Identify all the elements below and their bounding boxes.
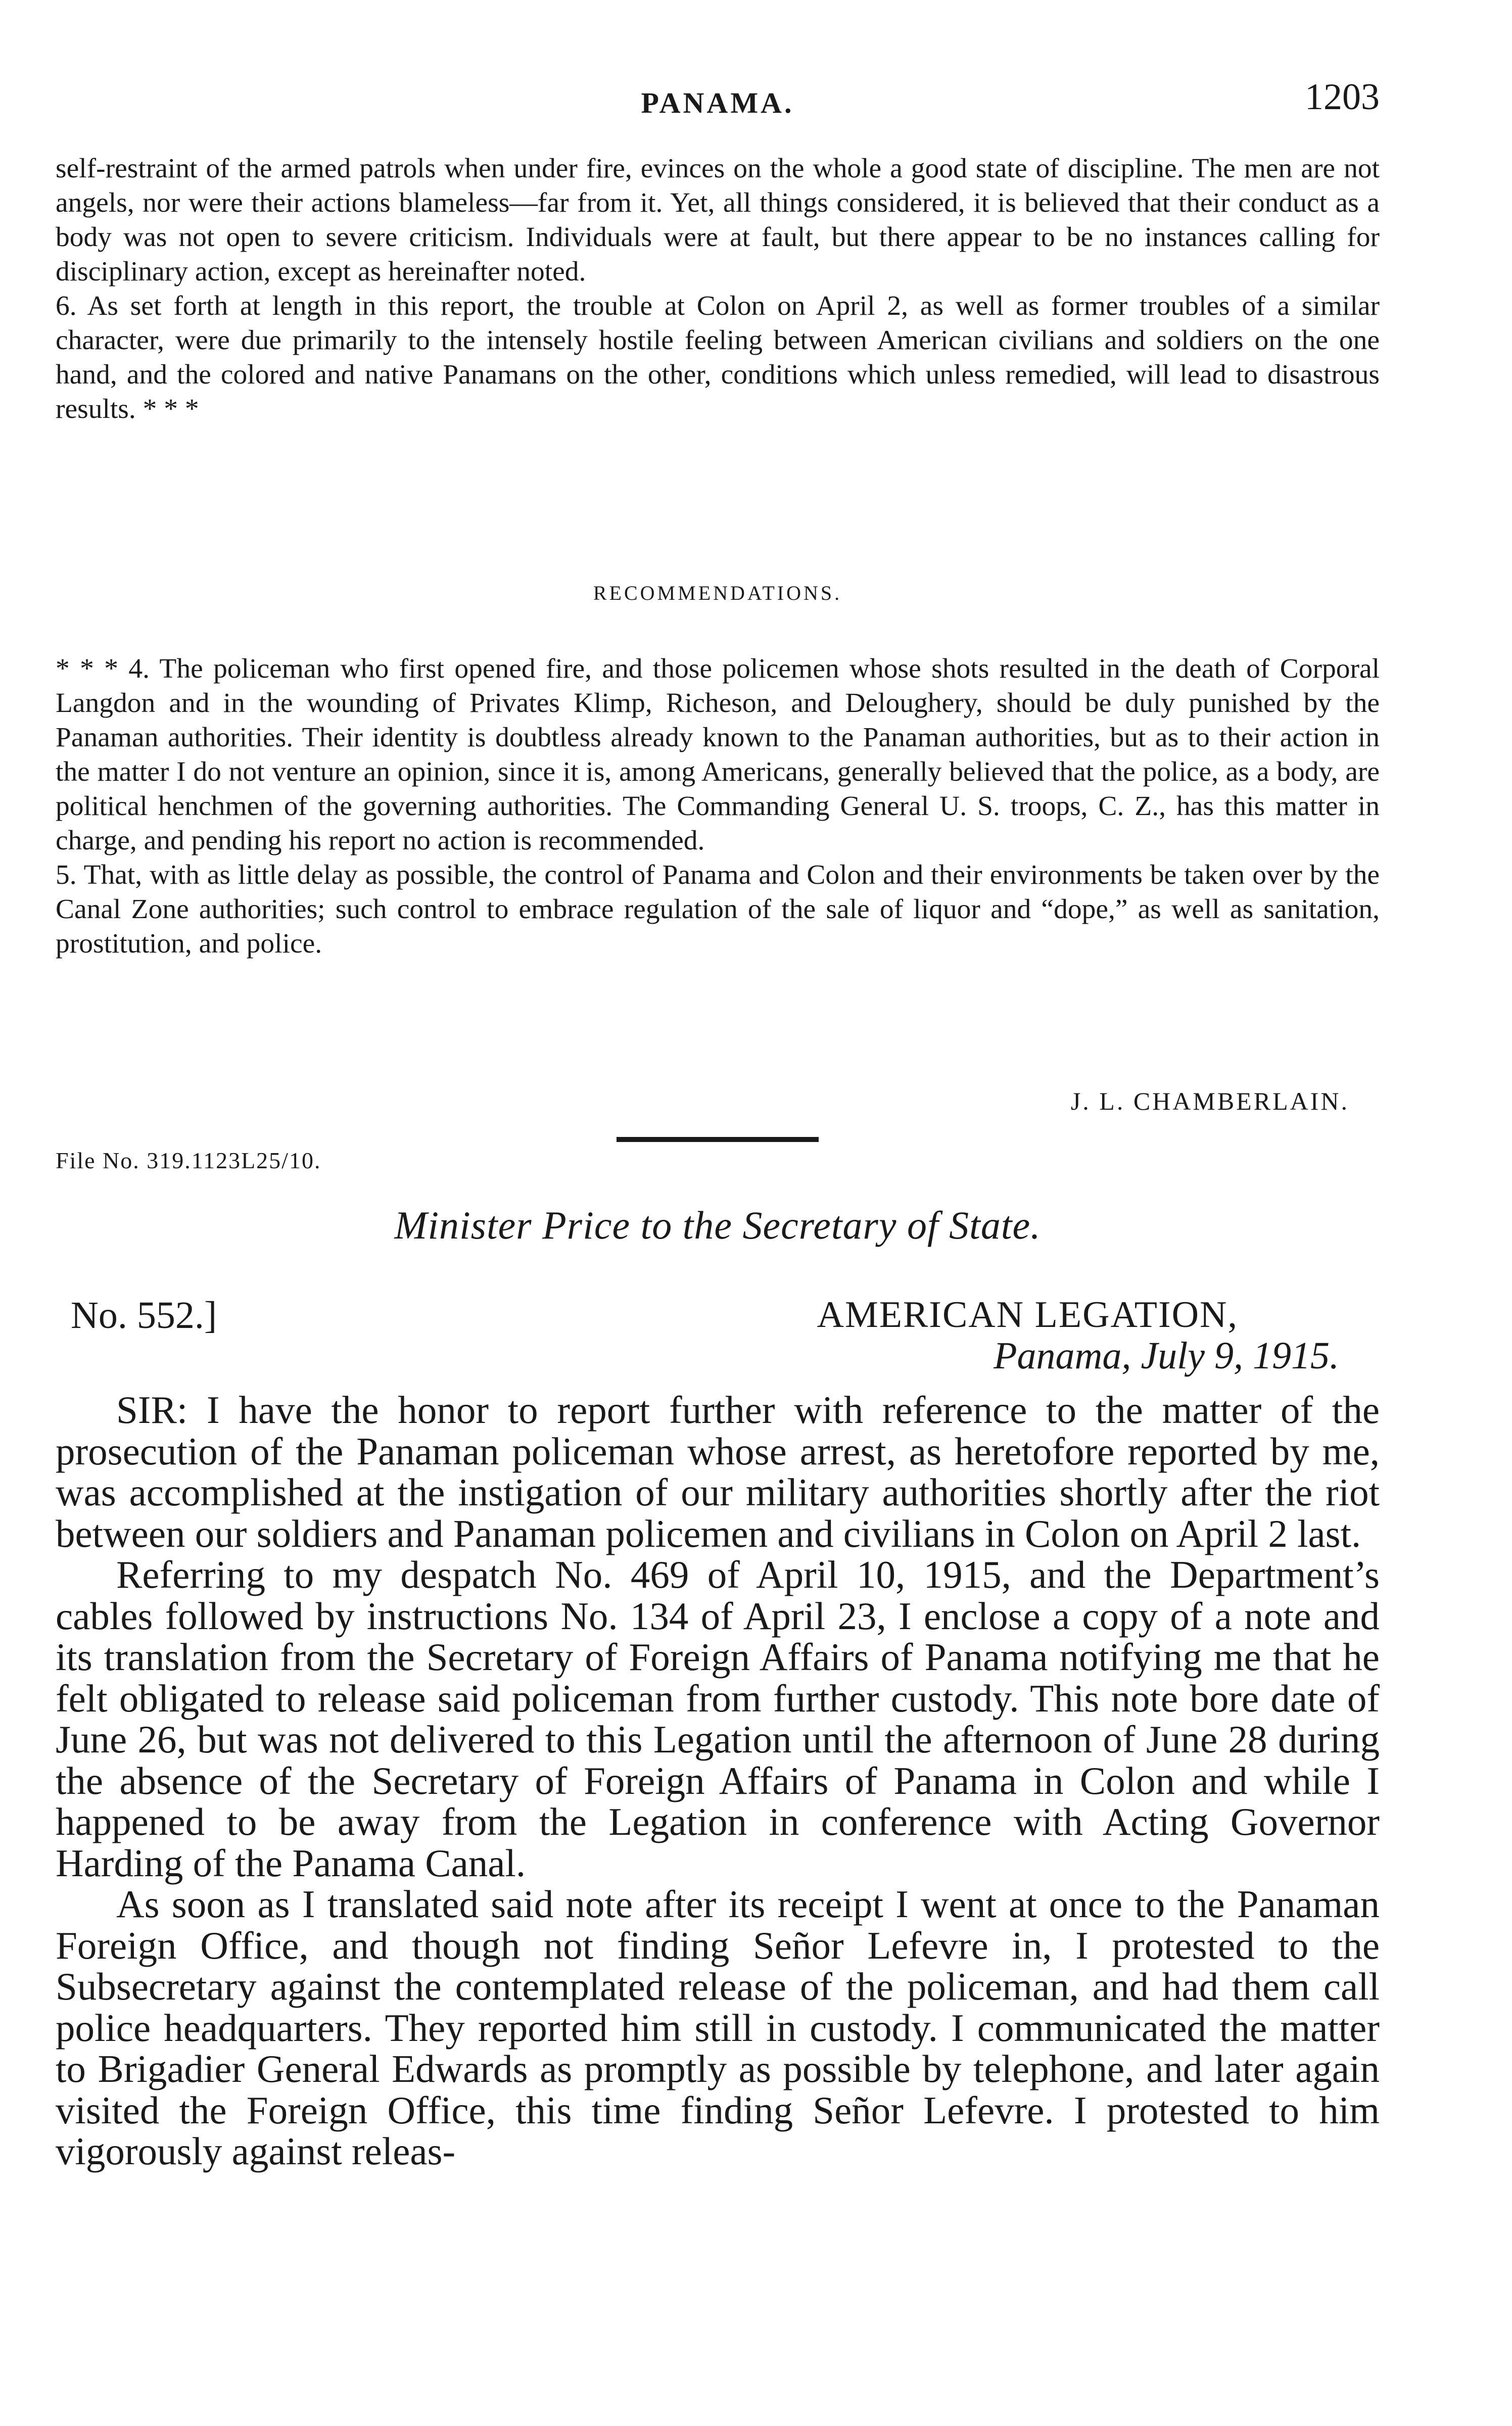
- page-number: 1203: [1305, 76, 1380, 118]
- body-paragraph: SIR: I have the honor to report further with reference to the matter of the prosecution of the Panaman policeman whose arrest, as heretofore reported by me, was accomplished at the instigation of our military authorities shortly after the riot between our soldiers and Panaman policemen and civilians in Colon on April 2 last.: [56, 1388, 1380, 1555]
- page-header: [56, 71, 1380, 126]
- report-excerpt: [56, 152, 1380, 426]
- document-title: Minister Price to the Secretary of State.: [394, 1203, 1041, 1247]
- body-paragraph: As soon as I translated said note after its receipt I went at once to the Panaman Foreign Office, and though not finding Señor Lefevre in, I protested to the Subsecretary against the contemplated release of the policeman, and had them call police headquarters. They reported him still in custody. I communicated the matter to Brigadier General Edwards as promptly as possible by telephone, and later again visited the Foreign Office, this time finding Señor Lefevre. I protested to him vigorously against releas-: [56, 1882, 1380, 2173]
- dateline: Panama, July 9, 1915.: [994, 1335, 1339, 1377]
- despatch-heading: [56, 1294, 1380, 1380]
- recommendation-item: * * * 4. The policeman who first opened fire, and those policemen whose shots resulted in the death of Corporal Langdon and in the wounding of Privates Klimp, Richeson, and Deloughery, should be duly punished by the Panaman authorities. Their identity is doubtless already known to the Panaman authorities, but as to their action in the matter I do not venture an opinion, since it is, among Americans, generally believed that the police, as a body, are political henchmen of the governing authorities. The Commanding General U. S. troops, C. Z., has this matter in charge, and pending his report no action is recommended.: [56, 653, 1380, 856]
- file-number: File No. 319.1123L25/10.: [56, 1148, 321, 1173]
- body-paragraph: Referring to my despatch No. 469 of April 10, 1915, and the Department’s cables followed by instructions No. 134 of April 23, I enclose a copy of a note and its translation from the Secretary of Foreign Affairs of Panama notifying me that he felt obligated to release said policeman from further custody. This note bore date of June 26, but was not delivered to this Legation until the afternoon of June 28 during the absence of the Secretary of Foreign Affairs of Panama in Colon and while I happened to be away from the Legation in conference with Acting Governor Harding of the Panama Canal.: [56, 1553, 1380, 1885]
- section-divider: [617, 1137, 819, 1142]
- recommendations: [56, 652, 1380, 961]
- file-number-wrap: [56, 1147, 1380, 1174]
- despatch-body: [56, 1390, 1380, 2172]
- recommendations-heading-wrap: [56, 581, 1380, 605]
- recommendation-item: 5. That, with as little delay as possible, the control of Panama and Colon and their environments be taken over by the Canal Zone authorities; such control to embrace regulation of the sale of liquor and “dope,” as well as sanitation, prostitution, and police.: [56, 860, 1380, 959]
- legation-name: AMERICAN LEGATION,: [817, 1294, 1238, 1336]
- running-head: PANAMA.: [641, 86, 794, 119]
- signature-wrap: [56, 1086, 1380, 1116]
- report-paragraph: 6. As set forth at length in this report, the trouble at Colon on April 2, as well as former troubles of a similar character, were due primarily to the intensely hostile feeling between American civilians and soldiers on the one hand, and the colored and native Panamans on the other, conditions which unless remedied, will lead to disastrous results. * * *: [56, 291, 1380, 424]
- recommendations-heading: RECOMMENDATIONS.: [593, 582, 842, 604]
- report-paragraph: self-restraint of the armed patrols when under fire, evinces on the whole a good state of discipline. The men are not angels, nor were their actions blameless—far from it. Yet, all things considered, it is believed that their conduct as a body was not open to severe criticism. Individuals were at fault, but there appear to be no instances calling for disciplinary action, except as hereinafter noted.: [56, 153, 1380, 287]
- document-title-wrap: [56, 1203, 1380, 1248]
- despatch-number: No. 552.]: [71, 1294, 217, 1337]
- signature: J. L. CHAMBERLAIN.: [1070, 1087, 1349, 1115]
